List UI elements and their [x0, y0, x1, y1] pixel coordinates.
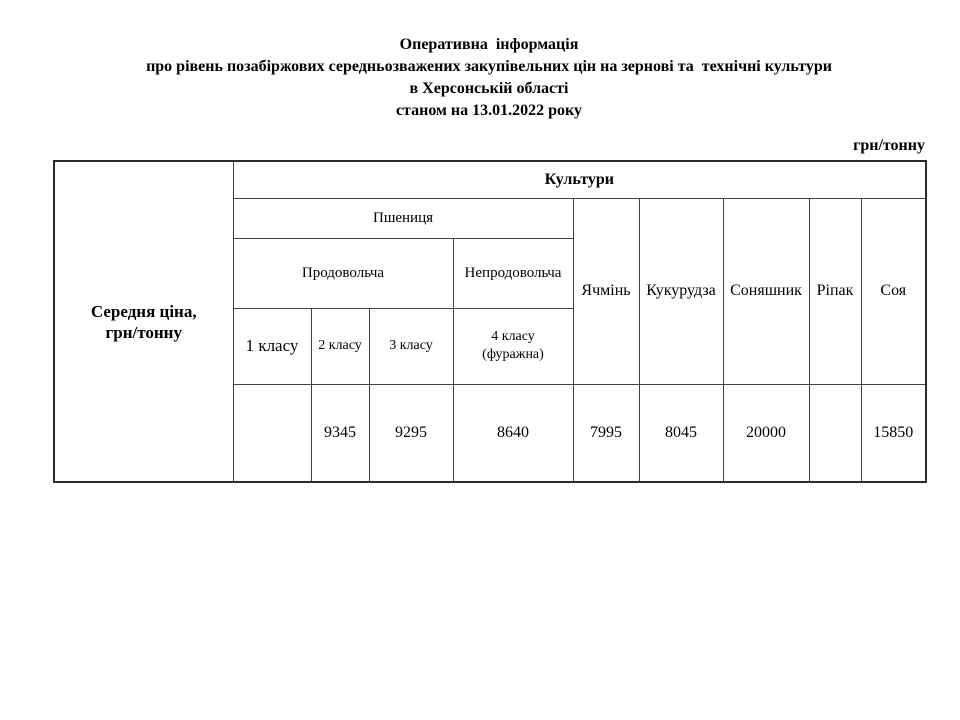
cell-value-soy: 15850: [861, 384, 926, 482]
cell-class-3-header: 3 класу: [369, 308, 453, 384]
table-row-cultures: [54, 161, 926, 198]
cell-crop-corn: Кукурудза: [639, 198, 723, 384]
title-line-1: Оперативна інформація: [399, 36, 579, 53]
cell-value-wheat-class2: 9345: [311, 384, 369, 482]
document-title: [53, 0, 925, 122]
unit-label: грн/тонну: [853, 137, 925, 154]
cell-cultures-header: Культури: [233, 161, 926, 198]
cell-food-header: Продовольча: [233, 238, 453, 308]
class-4-line-1: 4 класу: [491, 329, 535, 344]
cell-crop-soy: Соя: [861, 198, 926, 384]
cell-class-4-header: [453, 308, 573, 384]
cell-value-wheat-class4: 8640: [453, 384, 573, 482]
avg-price-line-1: Середня ціна,: [90, 301, 197, 321]
price-table: [53, 160, 927, 483]
cell-crop-sunflower: Соняшник: [723, 198, 809, 384]
cell-class-1-header: 1 класу: [233, 308, 311, 384]
title-line-2: про рівень позабіржових середньозважених закупівельних цін на зернові та технічні культури: [146, 58, 832, 75]
cell-nonfood-header: Непродовольча: [453, 238, 573, 308]
cell-crop-barley: Ячмінь: [573, 198, 639, 384]
cell-value-wheat-class1: [233, 384, 311, 482]
cell-class-2-header: 2 класу: [311, 308, 369, 384]
cell-crop-rapeseed: Ріпак: [809, 198, 861, 384]
document-content: [53, 0, 925, 483]
cell-value-barley: 7995: [573, 384, 639, 482]
cell-wheat-header: Пшениця: [233, 198, 573, 238]
cell-value-wheat-class3: 9295: [369, 384, 453, 482]
title-line-4: станом на 13.01.2022 року: [395, 102, 583, 119]
cell-value-rapeseed: [809, 384, 861, 482]
cell-value-corn: 8045: [639, 384, 723, 482]
cell-value-sunflower: 20000: [723, 384, 809, 482]
class-4-line-2: (фуражна): [482, 347, 544, 362]
title-line-3: в Херсонській області: [409, 80, 569, 97]
cell-avg-price-label: [54, 161, 233, 482]
avg-price-line-2: грн/тонну: [105, 322, 182, 342]
